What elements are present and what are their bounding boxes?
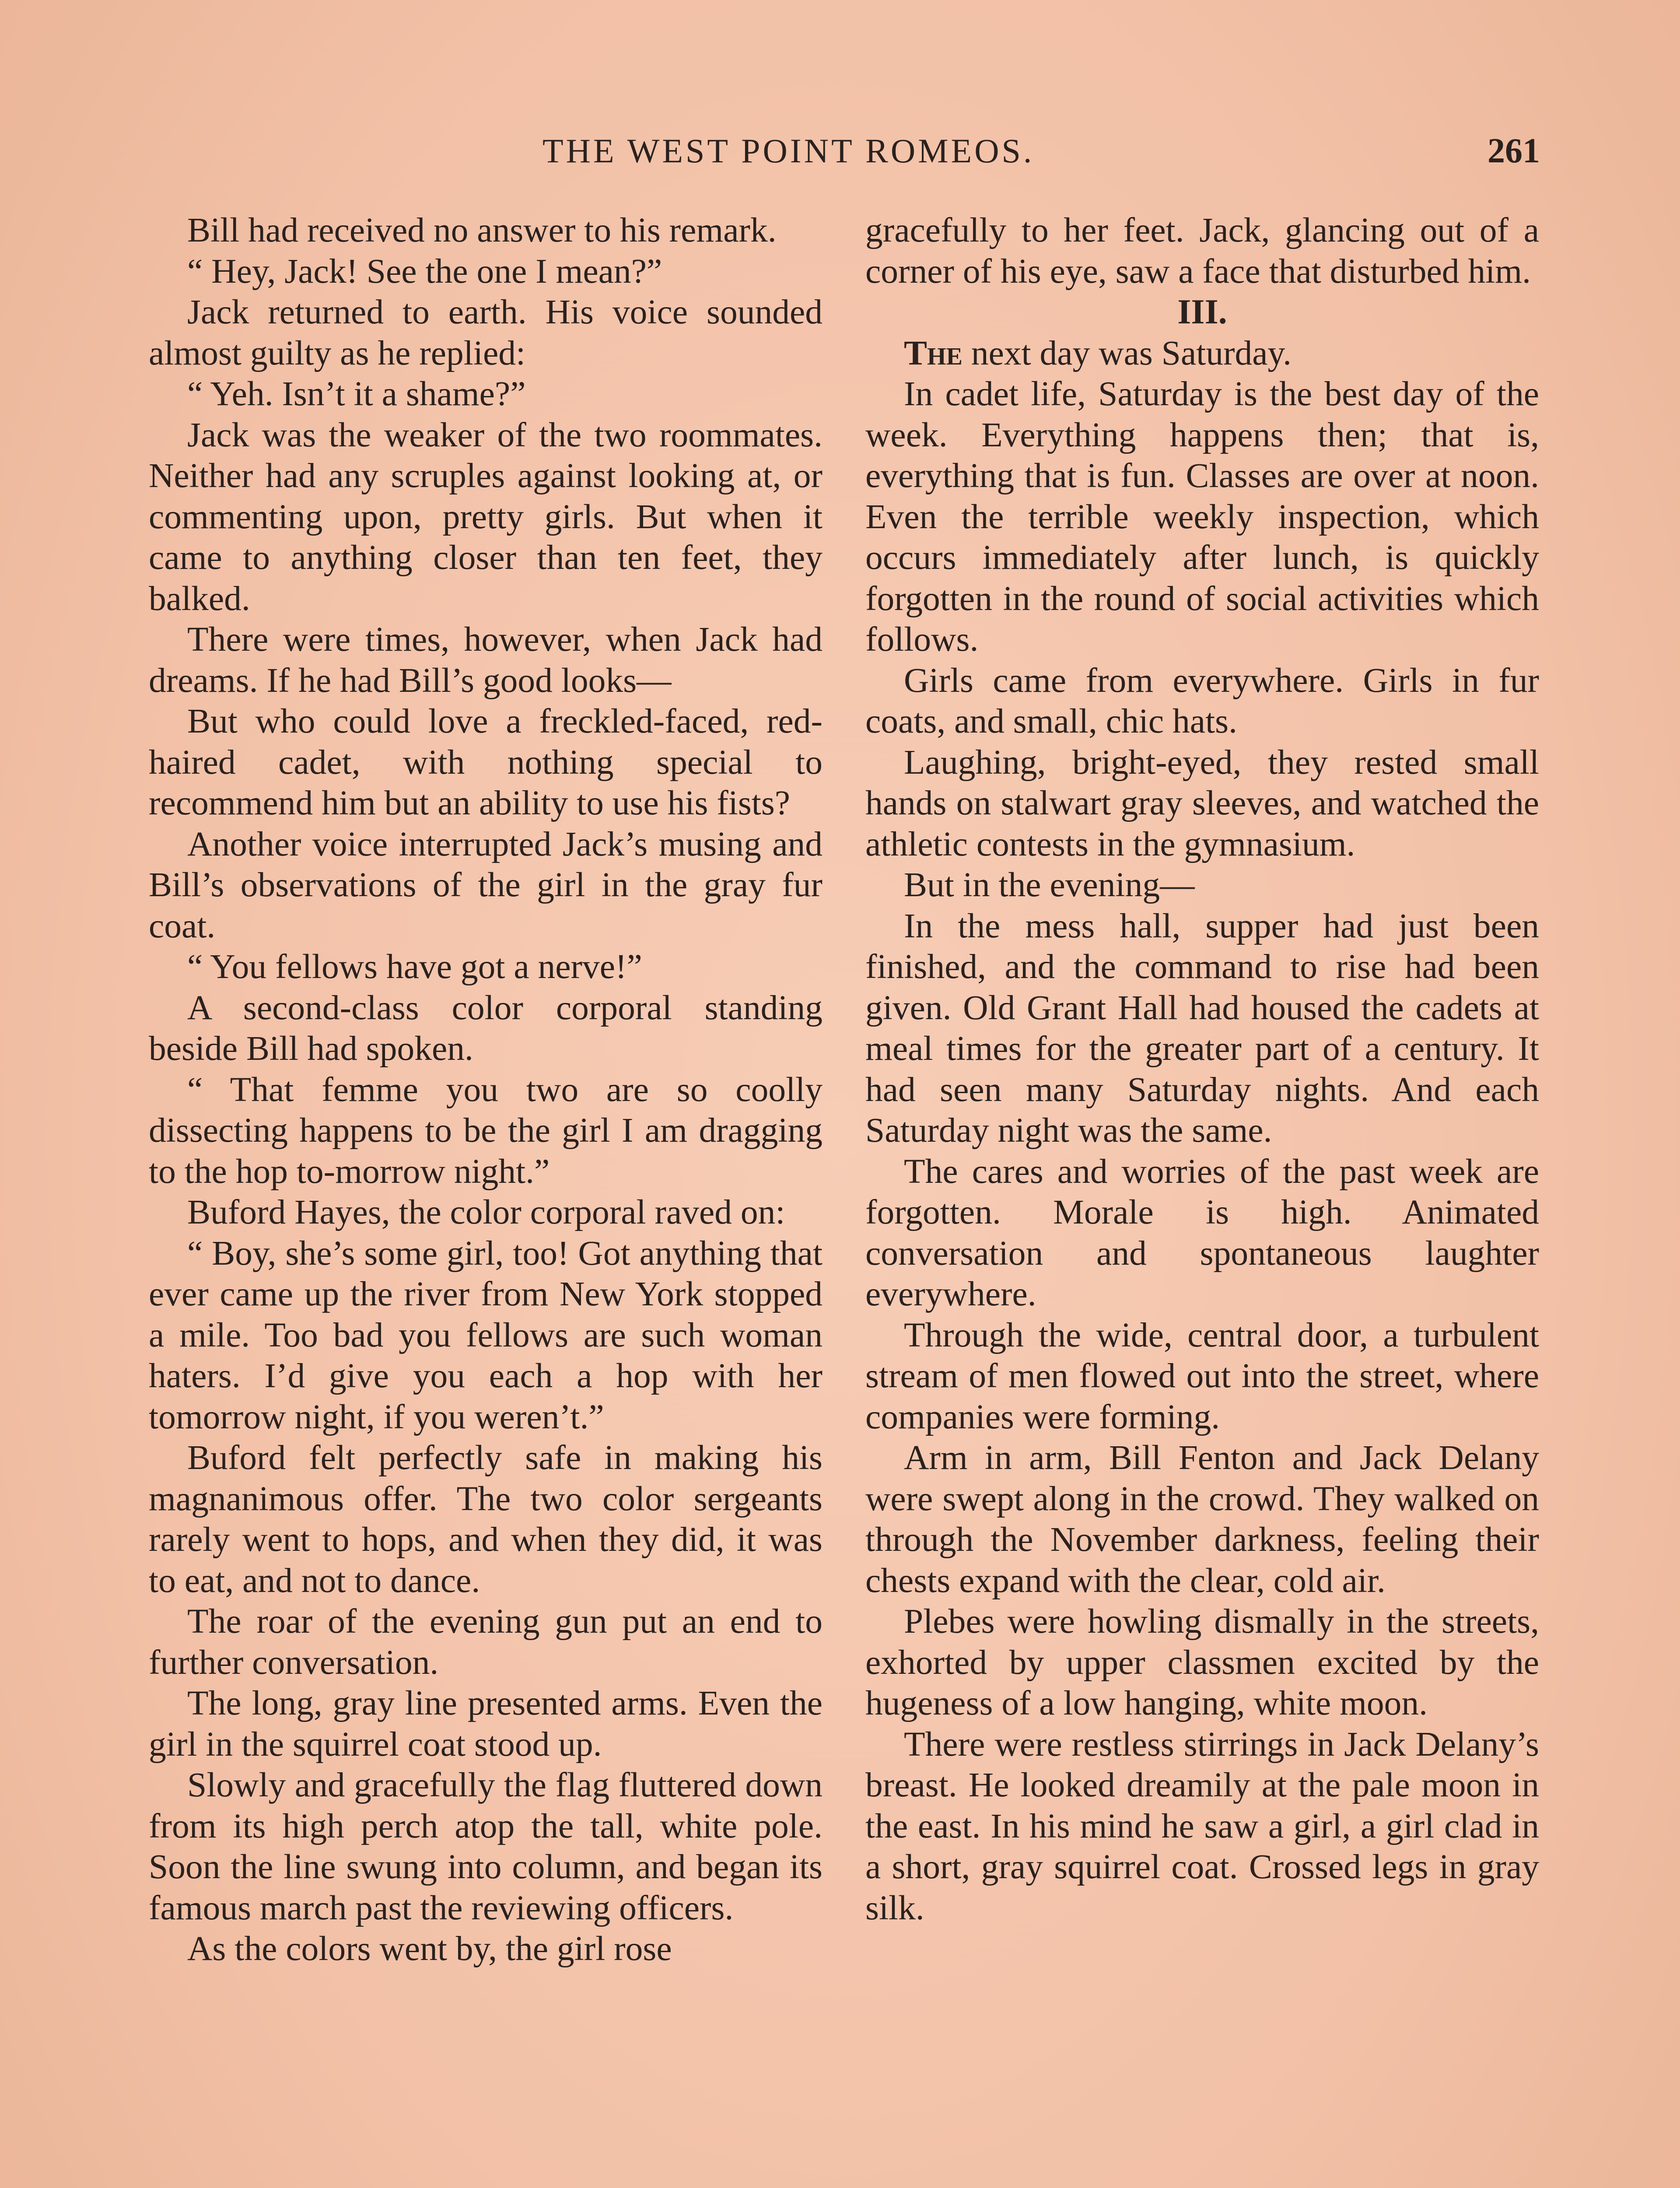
paragraph: In cadet life, Saturday is the best day of the week. Everything happens then; that is, everything that is fun. Classes are over at noon. Even the terrible weekly inspection, which occurs immediately after lunch, is quickly forgotten in the round of social activities which follows.	[865, 375, 1539, 659]
paragraph: In the mess hall, supper had just been finished, and the command to rise had been given. Old Grant Hall had housed the cadets at meal times for the greater part of a century. It had seen many Saturday nights. And each Saturday night was the same.	[865, 906, 1539, 1150]
running-title: THE WEST POINT ROMEOS.	[542, 132, 1035, 170]
paragraph: “ That femme you two are so coolly dissecting happens to be the girl I am dragging to the hop to-morrow night.”	[149, 1070, 822, 1191]
paragraph: Buford Hayes, the color corporal raved on:	[187, 1193, 785, 1231]
paragraph: Bill had received no answer to his remark.	[187, 211, 777, 249]
paragraph: Through the wide, central door, a turbulent stream of men flowed out into the street, where companies were forming.	[865, 1315, 1539, 1436]
paragraph: “ Boy, she’s some girl, too! Got anything that ever came up the river from New York stopped a mile. Too bad you fellows are such woman haters. I’d give you each a hop with her tomorrow night, if you weren’t.”	[149, 1234, 822, 1436]
paragraph: “ Yeh. Isn’t it a shame?”	[187, 375, 526, 413]
lead-rest: next day was Saturday.	[962, 333, 1292, 372]
section-heading: III.	[1177, 293, 1227, 331]
paragraph: Girls came from everywhere. Girls in fur coats, and small, chic hats.	[865, 661, 1539, 740]
paragraph: But in the evening—	[904, 866, 1195, 904]
page-number: 261	[1488, 132, 1540, 170]
section-opening-paragraph	[865, 333, 1539, 374]
paragraph: But who could love a freckled-faced, red-haired cadet, with nothing special to recommend him but an ability to use his fists?	[149, 702, 822, 822]
paragraph: Jack returned to earth. His voice sounded almost guilty as he replied:	[149, 293, 822, 372]
right-column	[865, 210, 1539, 1929]
lead-word: The	[904, 333, 962, 372]
paragraph: A second-class color corporal standing beside Bill had spoken.	[149, 988, 822, 1068]
paragraph: Buford felt perfectly safe in making his magnanimous offer. The two color sergeants rarely went to hops, and when they did, it was to eat, and not to dance.	[149, 1438, 822, 1600]
paragraph-continuation: gracefully to her feet. Jack, glancing out of a corner of his eye, saw a face that disturbed him.	[865, 211, 1539, 291]
paragraph: Slowly and gracefully the flag fluttered down from its high perch atop the tall, white pole. Soon the line swung into column, and began its famous march past the reviewing officers.	[149, 1766, 822, 1927]
paragraph: Arm in arm, Bill Fenton and Jack Delany were swept along in the crowd. They walked on through the November darkness, feeling their chests expand with the clear, cold air.	[865, 1438, 1539, 1600]
paragraph: Plebes were howling dismally in the streets, exhorted by upper classmen excited by the hugeness of a low hanging, white moon.	[865, 1602, 1539, 1722]
paragraph: Another voice interrupted Jack’s musing and Bill’s observations of the girl in the gray fur coat.	[149, 824, 822, 945]
paragraph: The cares and worries of the past week are forgotten. Morale is high. Animated conversation and spontaneous laughter everywhere.	[865, 1152, 1539, 1313]
page-header	[149, 131, 1540, 184]
paragraph: There were restless stirrings in Jack Delany’s breast. He looked dreamily at the pale moon in the east. In his mind he saw a girl, a girl clad in a short, gray squirrel coat. Crossed legs in gray silk.	[865, 1725, 1539, 1927]
paragraph: There were times, however, when Jack had dreams. If he had Bill’s good looks—	[149, 620, 822, 700]
left-column	[149, 210, 822, 1970]
paragraph: Jack was the weaker of the two roommates. Neither had any scruples against looking at, or commenting upon, pretty girls. But when it came to anything closer than ten feet, they balked.	[149, 415, 822, 618]
paragraph: “ Hey, Jack! See the one I mean?”	[187, 252, 662, 291]
paragraph: The long, gray line presented arms. Even the girl in the squirrel coat stood up.	[149, 1684, 822, 1764]
paragraph: Laughing, bright-eyed, they rested small hands on stalwart gray sleeves, and watched the athletic contests in the gymnasium.	[865, 743, 1539, 863]
paragraph: The roar of the evening gun put an end to further conversation.	[149, 1602, 822, 1682]
paragraph: “ You fellows have got a nerve!”	[187, 947, 642, 986]
paragraph: As the colors went by, the girl rose	[187, 1929, 672, 1968]
